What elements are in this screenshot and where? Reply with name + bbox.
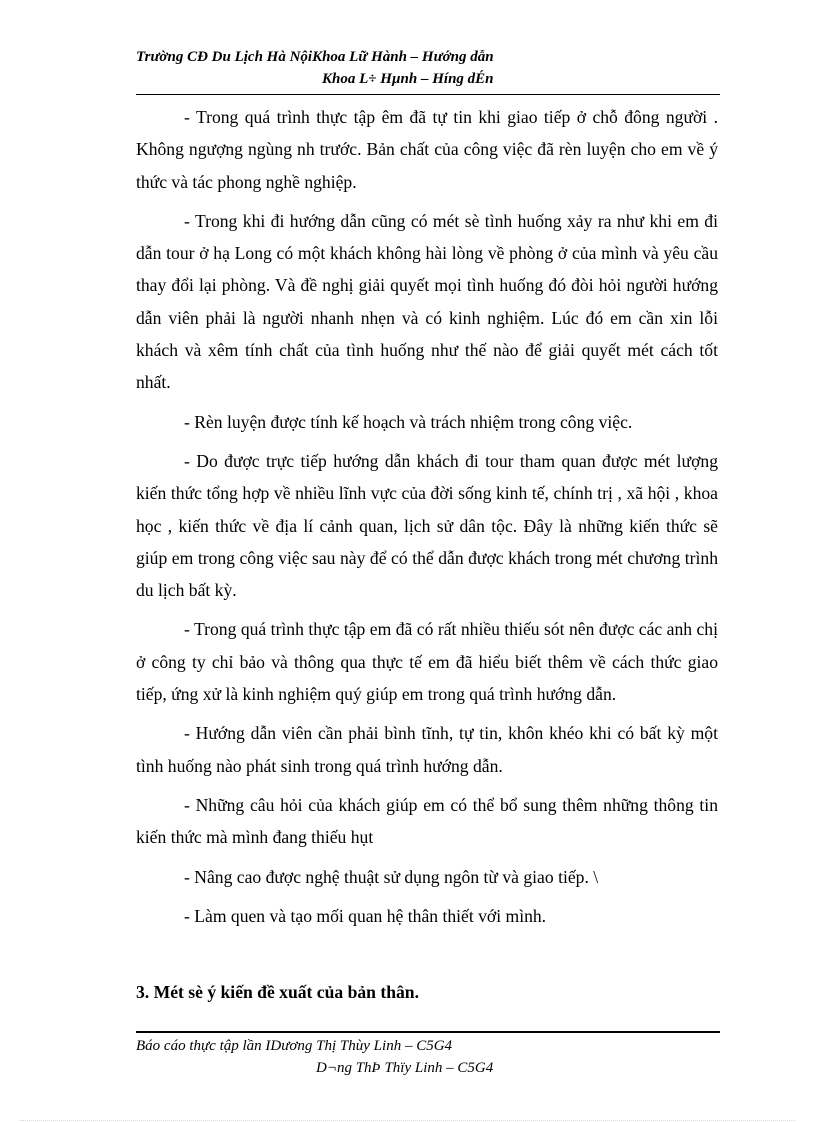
body-text [136,101,718,939]
paragraph: - Trong quá trình thực tập êm đã tự tin khi giao tiếp ở chỗ đông người . Không ngượng ngùng nh trước. Bản chất của công việc đã rèn luyện cho em về ý thức và tác phong nghề nghiệp. [136,107,718,192]
header-rule [136,94,720,95]
footer-rule [136,1031,720,1033]
header-line-2: Khoa L÷ Hµnh – Híng dÉn [322,71,494,87]
paragraph: - Do được trực tiếp hướng dẫn khách đi tour tham quan được mét lượng kiến thức tổng hợp về nhiều lĩnh vực của đời sống kinh tế, chính trị , xã hội , khoa học , kiến thức về địa lí cảnh quan, lịch sử dân tộc. Đây là những kiến thức sẽ giúp em trong công việc sau này để có thể dẫn được khách trong mét chương trình du lịch bất kỳ. [136,450,718,601]
page-edge-divider [20,1120,796,1121]
page-header [136,46,720,90]
paragraph: - Những câu hỏi của khách giúp em có thể bổ sung thêm những thông tin kiến thức mà mình đang thiếu hụt [136,794,718,848]
paragraph: - Làm quen và tạo mối quan hệ thân thiết với mình. [184,905,547,926]
header-line-1: Trường CĐ Du Lịch Hà NộiKhoa Lữ Hành – Hướng dẫn [136,49,494,65]
page-footer [136,1035,720,1079]
footer-line-2: D¬ng ThÞ Thïy Linh – C5G4 [316,1060,494,1076]
paragraph: - Hướng dẫn viên cần phải bình tĩnh, tự tin, khôn khéo khi có bất kỳ một tình huống nào phát sinh trong quá trình hướng dẫn. [136,723,718,776]
footer-line-1: Báo cáo thực tập lần IDương Thị Thùy Linh – C5G4 [136,1038,453,1054]
paragraph: - Trong khi đi hướng dẫn cũng có mét sè tình huống xảy ra như khi em đi dẫn tour ở hạ Long có một khách không hài lòng về phòng ở của mình và yêu cầu thay đổi lại phòng. Và đề nghị giải quyết mọi tình huống đó đòi hỏi người hướng dẫn viên phải là người nhanh nhẹn và có kinh nghiệm. Lúc đó em cần xin lỗi khách và xêm tính chất của tình huống như thế nào để giải quyết mét cách tốt nhất. [136,210,718,393]
paragraph: - Rèn luyện được tính kế hoạch và trách nhiệm trong công việc. [184,411,633,432]
paragraph: - Trong quá trình thực tập em đã có rất nhiều thiếu sót nên được các anh chị ở công ty chỉ bảo và thông qua thực tế em đã hiểu biết thêm về cách thức giao tiếp, ứng xử là kinh nghiệm quý giúp em trong quá trình hướng dẫn. [136,619,718,705]
paragraph: - Nâng cao được nghệ thuật sử dụng ngôn từ và giao tiếp. \ [184,866,599,887]
section-heading: 3. Mét sè ý kiến đề xuất của bản thân. [136,982,419,1002]
